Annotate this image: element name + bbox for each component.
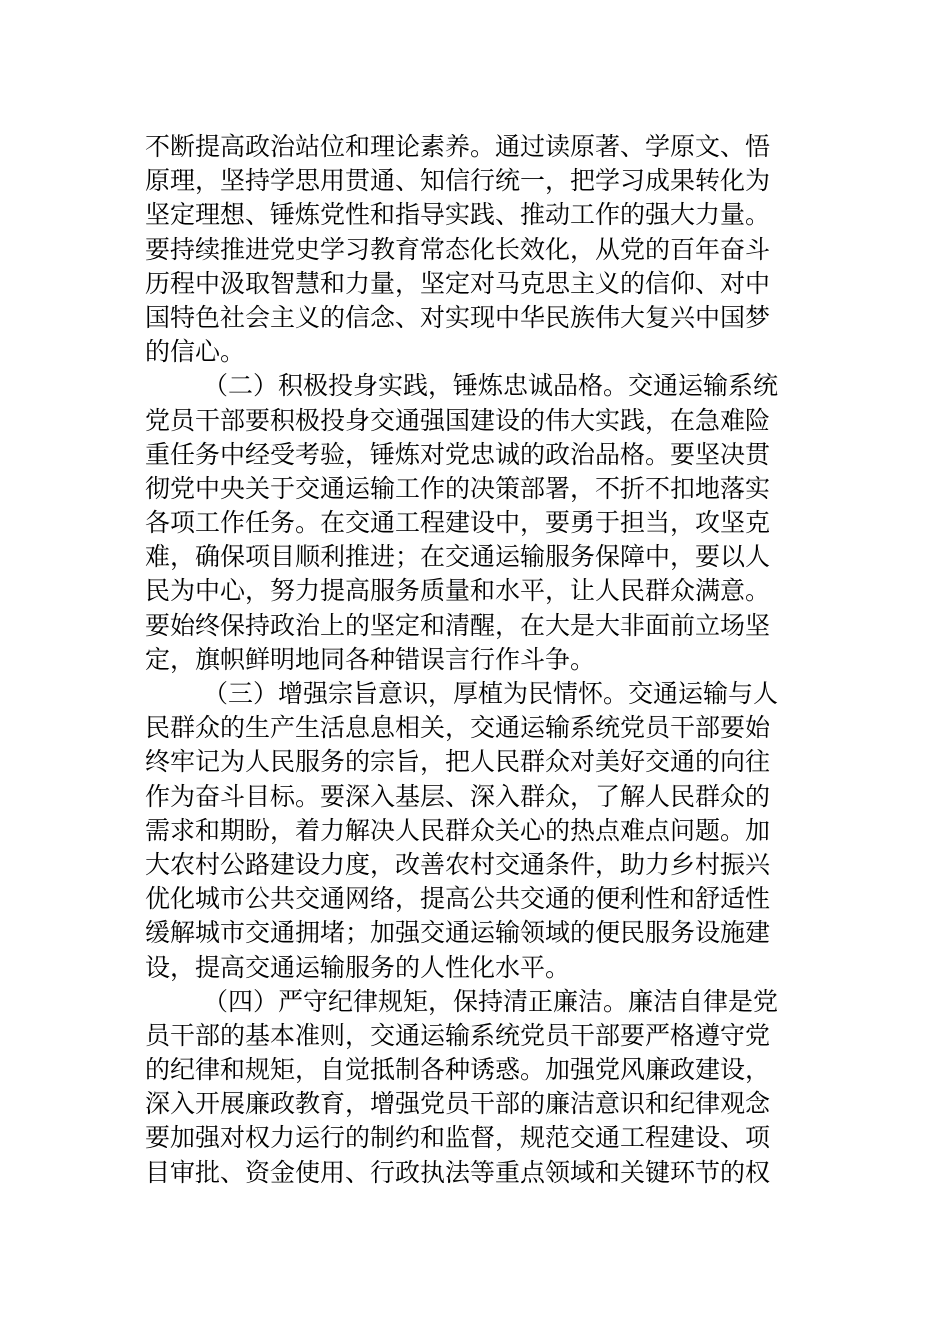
paragraph-first-line: （二）积极投身实践，锤炼忠诚品格。交通运输系统 (203, 371, 779, 401)
text-line: 要始终保持政治上的坚定和清醒，在大是大非面前立场坚 (145, 610, 771, 640)
paragraph-first-line: （三）增强宗旨意识，厚植为民情怀。交通运输与人 (203, 679, 779, 708)
text-line: 党员干部要积极投身交通强国建设的伟大实践，在急难险 (145, 405, 771, 435)
text-line: 不断提高政治站位和理论素养。通过读原著、学原文、悟 (145, 132, 771, 161)
text-line: 需求和期盼，着力解决人民群众关心的热点难点问题。加 (145, 815, 771, 845)
text-line: 彻党中央关于交通运输工作的决策部署，不折不扣地落实 (145, 473, 771, 503)
text-line: 员干部的基本准则，交通运输系统党员干部要严格遵守党 (145, 1020, 771, 1050)
text-line: 原理，坚持学思用贯通、知信行统一，把学习成果转化为 (145, 166, 771, 196)
text-line: 设，提高交通运输服务的人性化水平。 (145, 952, 571, 982)
text-line: 民群众的生产生活息息相关，交通运输系统党员干部要始 (145, 713, 771, 743)
text-line: 终牢记为人民服务的宗旨，把人民群众对美好交通的向往 (145, 747, 771, 777)
text-line: 国特色社会主义的信念、对实现中华民族伟大复兴中国梦 (145, 302, 771, 332)
text-line: 重任务中经受考验，锤炼对党忠诚的政治品格。要坚决贯 (145, 439, 771, 469)
text-line: 历程中汲取智慧和力量，坚定对马克思主义的信仰、对中 (145, 268, 771, 298)
body-text (145, 130, 815, 1190)
text-line: 缓解城市交通拥堵；加强交通运输领域的便民服务设施建 (145, 918, 771, 948)
text-line: 目审批、资金使用、行政执法等重点领域和关键环节的权 (145, 1157, 771, 1187)
text-line: 作为奋斗目标。要深入基层、深入群众，了解人民群众的 (145, 781, 771, 811)
text-line: 深入开展廉政教育，增强党员干部的廉洁意识和纪律观念 (145, 1089, 771, 1119)
text-line: 各项工作任务。在交通工程建设中，要勇于担当，攻坚克 (145, 508, 771, 538)
text-line: 民为中心，努力提高服务质量和水平，让人民群众满意。 (145, 576, 771, 606)
text-line: 定，旗帜鲜明地同各种错误言行作斗争。 (145, 644, 596, 674)
text-line: 的信心。 (145, 337, 246, 367)
text-line: 大农村公路建设力度，改善农村交通条件，助力乡村振兴 (145, 849, 771, 879)
text-line: 要加强对权力运行的制约和监督，规范交通工程建设、项 (145, 1123, 771, 1153)
text-line: 优化城市公共交通网络，提高公共交通的便利性和舒适性 (145, 884, 771, 914)
text-line: 的纪律和规矩，自觉抵制各种诱惑。加强党风廉政建设， (145, 1055, 771, 1085)
text-line: 坚定理想、锤炼党性和指导实践、推动工作的强大力量。 (145, 200, 771, 230)
text-line: 难，确保项目顺利推进；在交通运输服务保障中，要以人 (145, 542, 771, 572)
text-line: 要持续推进党史学习教育常态化长效化，从党的百年奋斗 (145, 234, 771, 264)
paragraph-first-line: （四）严守纪律规矩，保持清正廉洁。廉洁自律是党 (203, 986, 779, 1016)
